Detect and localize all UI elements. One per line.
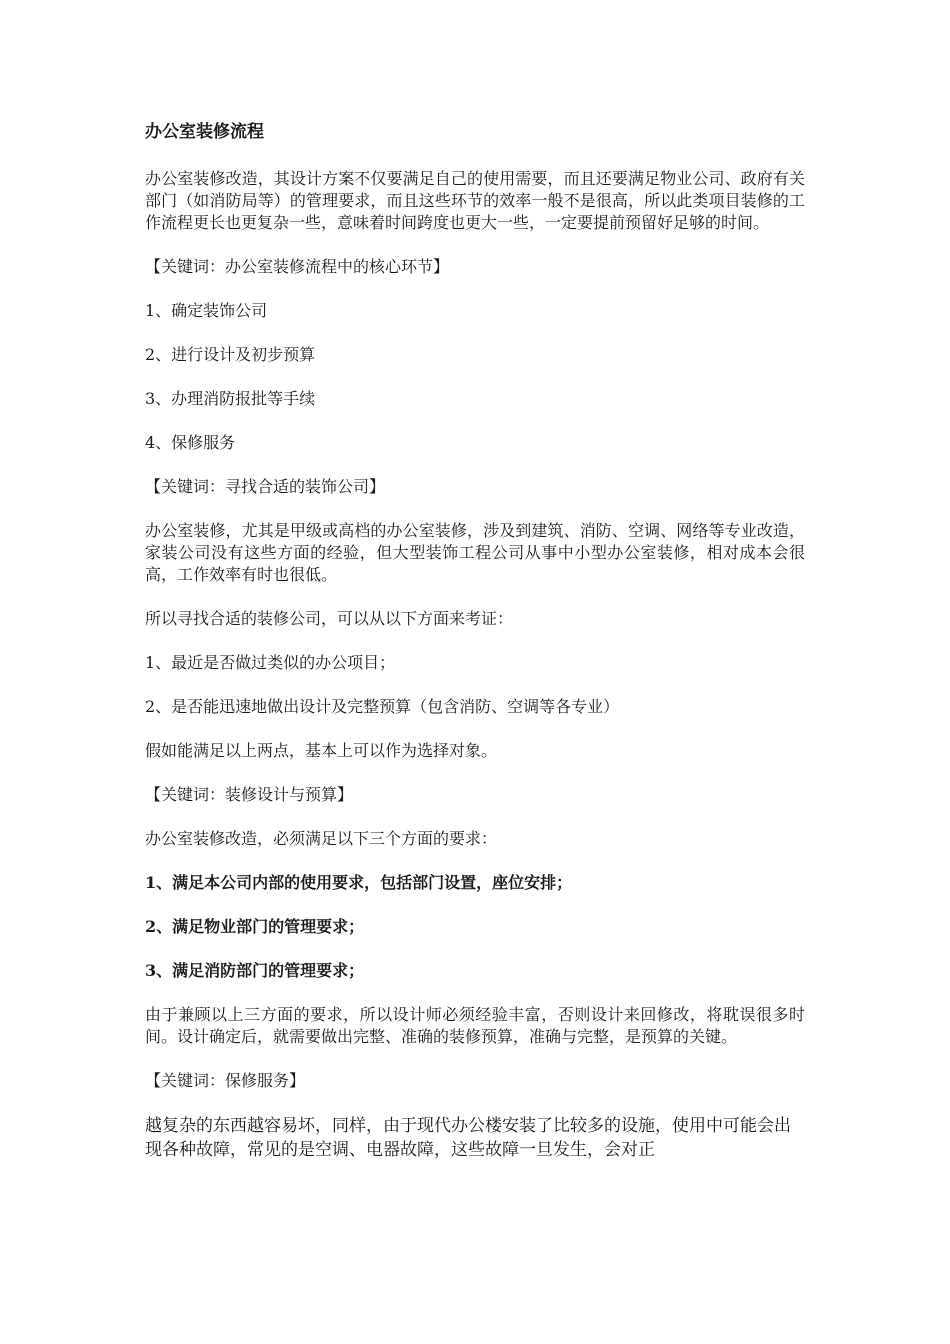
list-item: 2、满足物业部门的管理要求； <box>145 917 365 936</box>
list-item: 2、进行设计及初步预算 <box>145 345 316 364</box>
document-page <box>145 120 805 1162</box>
list-item: 2、是否能迅速地做出设计及完整预算（包含消防、空调等各专业） <box>145 697 620 716</box>
list-item: 3、满足消防部门的管理要求； <box>145 961 365 980</box>
lead-paragraph: 办公室装修改造，必须满足以下三个方面的要求： <box>145 829 498 848</box>
conclusion-paragraph: 假如能满足以上两点，基本上可以作为选择对象。 <box>145 741 498 760</box>
body-paragraph: 越复杂的东西越容易坏，同样，由于现代办公楼安装了比较多的设施，使用中可能会出现各种故障，常见的是空调、电器故障，这些故障一旦发生，会对正 <box>145 1116 791 1160</box>
section-heading-find-company: 【关键词：寻找合适的装饰公司】 <box>145 477 386 496</box>
intro-paragraph: 办公室装修改造，其设计方案不仅要满足自己的使用需要，而且还要满足物业公司、政府有关部门（如消防局等）的管理要求，而且这些环节的效率一般不是很高，所以此类项目装修的工作流程更长也更复杂一些，意味着时间跨度也更大一些，一定要提前预留好足够的时间。 <box>145 169 805 232</box>
document-title: 办公室装修流程 <box>145 122 264 142</box>
list-item: 3、办理消防报批等手续 <box>145 389 316 408</box>
list-item: 4、保修服务 <box>145 433 236 452</box>
section-heading-core-steps: 【关键词：办公室装修流程中的核心环节】 <box>145 257 450 276</box>
section-heading-warranty: 【关键词：保修服务】 <box>145 1071 306 1090</box>
body-paragraph: 办公室装修，尤其是甲级或高档的办公室装修，涉及到建筑、消防、空调、网络等专业改造，家装公司没有这些方面的经验，但大型装饰工程公司从事中小型办公室装修，相对成本会很高，工作效率有时也很低。 <box>145 521 805 584</box>
list-item: 1、确定装饰公司 <box>145 301 268 320</box>
list-item: 1、最近是否做过类似的办公项目； <box>145 653 396 672</box>
list-item: 1、满足本公司内部的使用要求，包括部门设置，座位安排； <box>145 873 573 892</box>
lead-paragraph: 所以寻找合适的装修公司，可以从以下方面来考证： <box>145 609 514 628</box>
section-heading-design-budget: 【关键词：装修设计与预算】 <box>145 785 354 804</box>
body-paragraph: 由于兼顾以上三方面的要求，所以设计师必须经验丰富，否则设计来回修改，将耽误很多时间。设计确定后，就需要做出完整、准确的装修预算，准确与完整，是预算的关键。 <box>145 1005 805 1046</box>
